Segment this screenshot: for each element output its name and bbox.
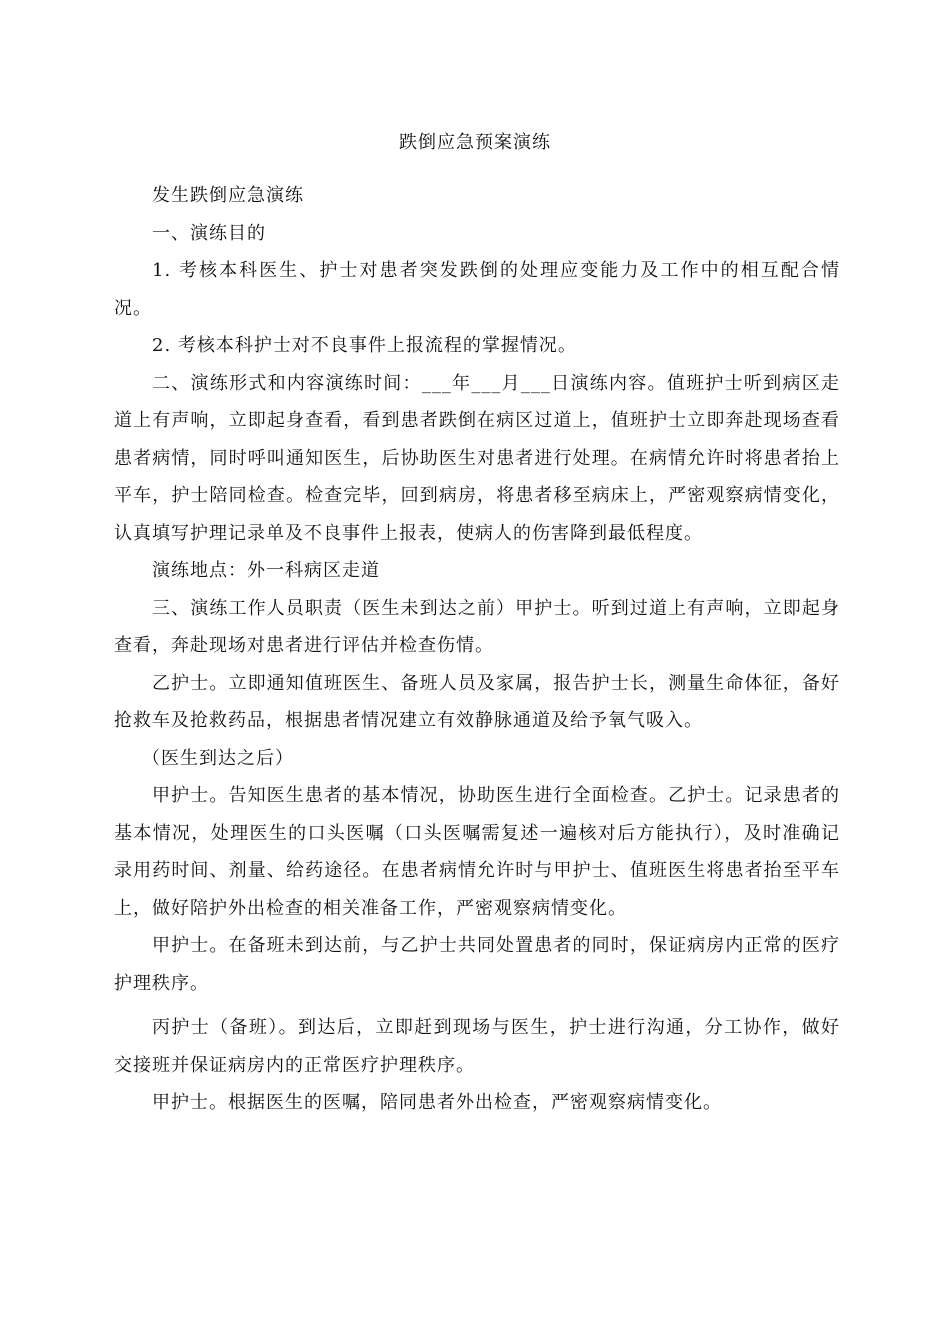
paragraph-section-3: 三、演练工作人员职责（医生未到达之前）甲护士。听到过道上有声响，立即起身查看，奔赴现场对患者进行评估并检查伤情。 bbox=[114, 597, 840, 656]
paragraph-purpose-1: 1. 考核本科医生、护士对患者突发跌倒的处理应变能力及工作中的相互配合情况。 bbox=[114, 260, 840, 319]
paragraph-location: 演练地点：外一科病区走道 bbox=[152, 560, 380, 581]
paragraph-drill-heading: 发生跌倒应急演练 bbox=[152, 185, 304, 206]
paragraph-nurse-c: 丙护士（备班）。到达后，立即赶到现场与医生，护士进行沟通，分工协作，做好交接班并保证病房内的正常医疗护理秩序。 bbox=[114, 1017, 840, 1076]
paragraph-nurse-a-escort: 甲护士。根据医生的医嘱，陪同患者外出检查，严密观察病情变化。 bbox=[152, 1092, 722, 1113]
paragraph-nurse-b: 乙护士。立即通知值班医生、备班人员及家属，报告护士长，测量生命体征，备好抢救车及抢救药品，根据患者情况建立有效静脉通道及给予氧气吸入。 bbox=[114, 672, 840, 731]
paragraph-section-2: 二、演练形式和内容演练时间：___年___月___日演练内容。值班护士听到病区走道上有声响，立即起身查看，看到患者跌倒在病区过道上，值班护士立即奔赴现场查看患者病情，同时呼叫通知医生，后协助医生对患者进行处理。在病情允许时将患者抬上平车，护士陪同检查。检查完毕，回到病房，将患者移至病床上，严密观察病情变化，认真填写护理记录单及不良事件上报表，使病人的伤害降到最低程度。 bbox=[114, 372, 840, 544]
paragraph-purpose-2: 2. 考核本科护士对不良事件上报流程的掌握情况。 bbox=[152, 335, 577, 356]
document-title: 跌倒应急预案演练 bbox=[399, 132, 551, 153]
paragraph-section-1-heading: 一、演练目的 bbox=[152, 222, 266, 244]
paragraph-nurse-a-order: 甲护士。在备班未到达前，与乙护士共同处置患者的同时，保证病房内正常的医疗护理秩序。 bbox=[114, 935, 840, 994]
document-body bbox=[114, 177, 840, 1122]
paragraph-nurse-a-duties: 甲护士。告知医生患者的基本情况，协助医生进行全面检查。乙护士。记录患者的基本情况，处理医生的口头医嘱（口头医嘱需复述一遍核对后方能执行），及时准确记录用药时间、剂量、给药途径。在患者病情允许时与甲护士、值班医生将患者抬至平车上，做好陪护外出检查的相关准备工作，严密观察病情变化。 bbox=[114, 785, 840, 919]
paragraph-after-doctor: （医生到达之后） bbox=[142, 747, 294, 769]
